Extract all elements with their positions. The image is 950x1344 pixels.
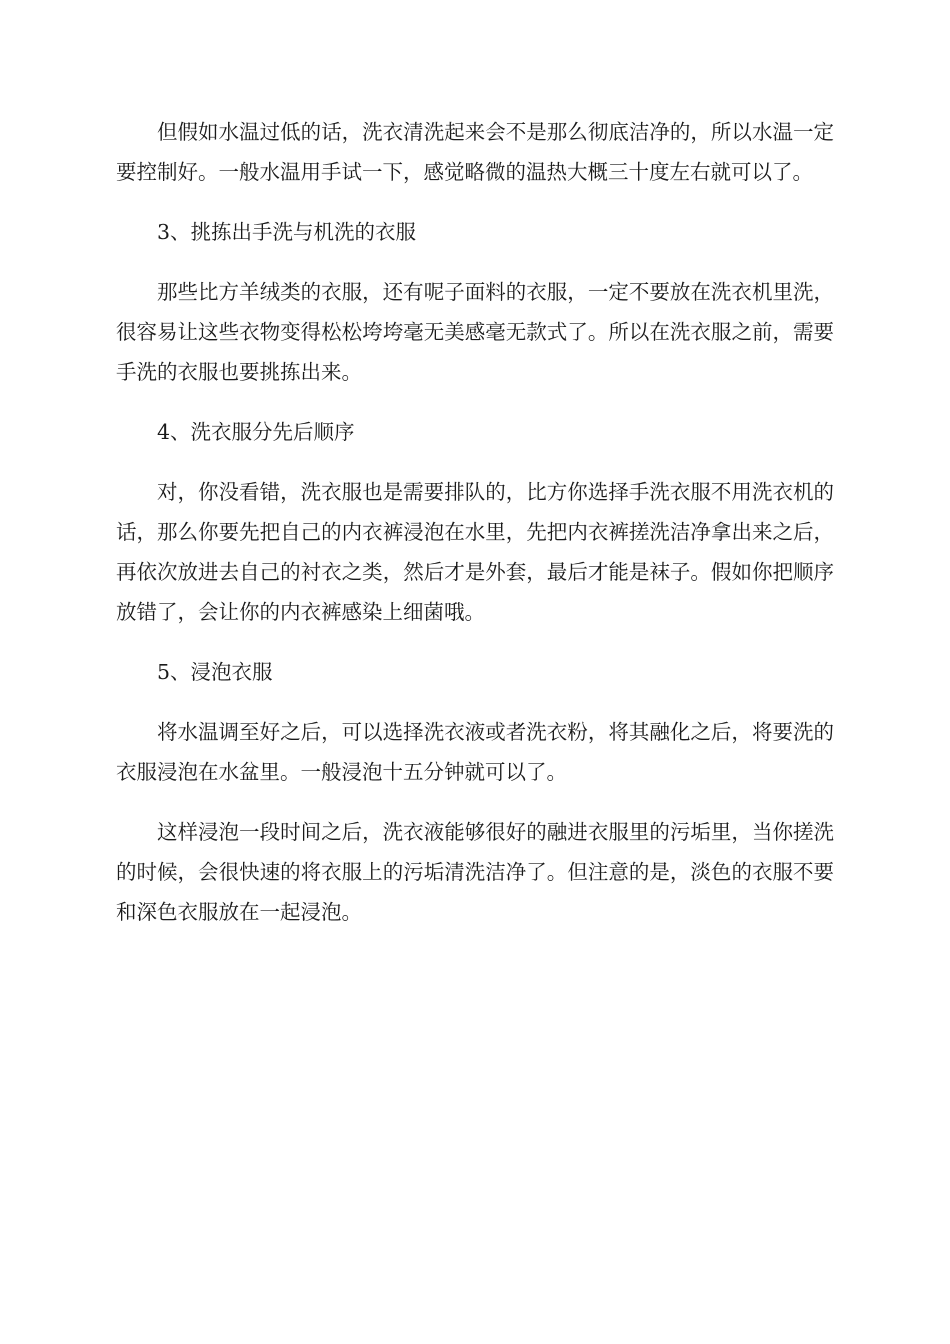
heading-wash-order: 4、洗衣服分先后顺序 [157, 420, 355, 444]
paragraph-sort-clothes: 那些比方羊绒类的衣服，还有呢子面料的衣服，一定不要放在洗衣机里洗，很容易让这些衣物变得松松垮垮毫无美感毫无款式了。所以在洗衣服之前，需要手洗的衣服也要挑拣出来。 [116, 280, 834, 384]
paragraph-soak-result: 这样浸泡一段时间之后，洗衣液能够很好的融进衣服里的污垢里，当你搓洗的时候，会很快速的将衣服上的污垢清洗洁净了。但注意的是，淡色的衣服不要和深色衣服放在一起浸泡。 [116, 820, 834, 924]
heading-soak-clothes: 5、浸泡衣服 [157, 660, 273, 684]
document-page [116, 112, 834, 952]
paragraph-soak-detergent: 将水温调至好之后，可以选择洗衣液或者洗衣粉，将其融化之后，将要洗的衣服浸泡在水盆里。一般浸泡十五分钟就可以了。 [116, 720, 834, 784]
paragraph-wash-order: 对，你没看错，洗衣服也是需要排队的，比方你选择手洗衣服不用洗衣机的话，那么你要先把自己的内衣裤浸泡在水里，先把内衣裤搓洗洁净拿出来之后，再依次放进去自己的衬衣之类，然后才是外套，最后才能是袜子。假如你把顺序放错了，会让你的内衣裤感染上细菌哦。 [116, 480, 834, 624]
heading-sort-hand-machine-wash: 3、挑拣出手洗与机洗的衣服 [157, 220, 417, 244]
paragraph-water-temperature: 但假如水温过低的话，洗衣清洗起来会不是那么彻底洁净的，所以水温一定要控制好。一般水温用手试一下，感觉略微的温热大概三十度左右就可以了。 [116, 120, 834, 184]
